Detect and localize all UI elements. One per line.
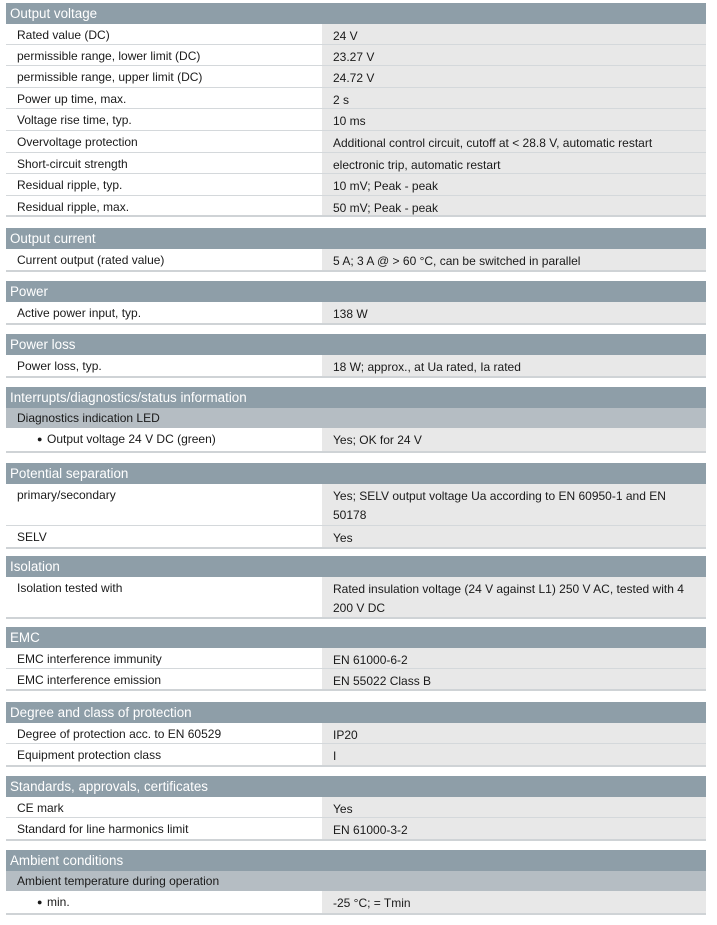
section-heading: Standards, approvals, certificates (6, 776, 706, 797)
spec-row (6, 577, 706, 619)
spec-label-text: min. (47, 895, 70, 909)
spec-value: electronic trip, automatic restart (322, 153, 706, 173)
spec-label (6, 577, 321, 617)
spec-value: EN 61000-6-2 (322, 648, 706, 668)
spec-row (6, 526, 706, 549)
spec-label (6, 526, 321, 547)
spec-row (6, 818, 706, 841)
spec-label-text: Standard for line harmonics limit (17, 822, 189, 836)
spec-value: Additional control circuit, cutoff at < 28.8 V, automatic restart (322, 131, 706, 152)
section-heading: Degree and class of protection (6, 702, 706, 723)
spec-row (6, 131, 706, 153)
spec-value: Yes (322, 526, 706, 547)
spec-label (6, 66, 321, 87)
spec-label-text: Rated value (DC) (17, 28, 110, 42)
spec-value: EN 55022 Class B (322, 669, 706, 689)
spec-row (6, 109, 706, 131)
section-power (6, 281, 706, 325)
subsection-heading: Diagnostics indication LED (6, 408, 706, 428)
section-standards-approvals-certificates (6, 776, 706, 841)
spec-label (6, 428, 321, 451)
spec-label-text: Power up time, max. (17, 92, 127, 106)
spec-label (6, 355, 321, 376)
section-heading: Power loss (6, 334, 706, 355)
spec-row (6, 174, 706, 196)
spec-row (6, 45, 706, 66)
section-emc (6, 627, 706, 691)
spec-value: 10 ms (322, 109, 706, 130)
spec-value: Yes (322, 797, 706, 817)
spec-value: 24 V (322, 24, 706, 44)
section-heading: EMC (6, 627, 706, 648)
spec-value: IP20 (322, 723, 706, 743)
spec-label (6, 24, 321, 44)
spec-label (6, 196, 321, 215)
spec-label-text: Equipment protection class (17, 748, 162, 762)
spec-label (6, 797, 321, 817)
section-heading: Output current (6, 228, 706, 249)
spec-label-text: Active power input, typ. (17, 306, 142, 320)
spec-value: 10 mV; Peak - peak (322, 174, 706, 195)
spec-label (6, 249, 321, 270)
section-heading: Output voltage (6, 3, 706, 24)
spec-label-text: Isolation tested with (17, 581, 123, 595)
bullet-icon: ● (37, 434, 43, 444)
spec-row (6, 428, 706, 453)
subsection-heading: Ambient temperature during operation (6, 871, 706, 891)
spec-label (6, 302, 321, 323)
spec-label (6, 109, 321, 130)
section-heading: Interrupts/diagnostics/status information (6, 387, 706, 408)
spec-label-text: Voltage rise time, typ. (17, 113, 132, 127)
spec-label (6, 153, 321, 173)
spec-row (6, 24, 706, 45)
section-potential-separation (6, 463, 706, 549)
spec-value: 2 s (322, 88, 706, 108)
spec-label-text: EMC interference immunity (17, 652, 162, 666)
spec-value: I (322, 744, 706, 765)
spec-row (6, 153, 706, 174)
section-heading: Potential separation (6, 463, 706, 484)
spec-row (6, 891, 706, 915)
spec-row (6, 88, 706, 109)
bullet-icon: ● (37, 897, 43, 907)
spec-value: 5 A; 3 A @ > 60 °C, can be switched in parallel (322, 249, 706, 270)
section-power-loss (6, 334, 706, 378)
spec-row (6, 723, 706, 744)
spec-row (6, 744, 706, 767)
spec-value: 138 W (322, 302, 706, 323)
spec-label-text: SELV (17, 530, 47, 544)
spec-label (6, 723, 321, 743)
spec-label (6, 744, 321, 765)
spec-label-text: Current output (rated value) (17, 253, 165, 267)
spec-row (6, 249, 706, 272)
spec-label-text: CE mark (17, 801, 64, 815)
section-isolation (6, 556, 706, 619)
spec-label-text: primary/secondary (17, 488, 116, 502)
spec-value: 24.72 V (322, 66, 706, 87)
spec-row (6, 355, 706, 378)
spec-value: Rated insulation voltage (24 V against L1) 250 V AC, tested with 4 200 V DC (322, 577, 706, 617)
spec-label-text: EMC interference emission (17, 673, 162, 687)
spec-label-text: Power loss, typ. (17, 359, 102, 373)
spec-value: EN 61000-3-2 (322, 818, 706, 839)
section-degree-and-class-of-protection (6, 702, 706, 767)
spec-row (6, 648, 706, 669)
section-ambient-conditions (6, 850, 706, 915)
spec-row (6, 196, 706, 217)
spec-label-text: permissible range, lower limit (DC) (17, 49, 201, 63)
spec-label-text: Degree of protection acc. to EN 60529 (17, 727, 222, 741)
spec-label (6, 174, 321, 195)
section-heading: Ambient conditions (6, 850, 706, 871)
section-heading: Power (6, 281, 706, 302)
spec-row (6, 669, 706, 691)
spec-label-text: Overvoltage protection (17, 135, 138, 149)
spec-label-text: Output voltage 24 V DC (green) (47, 432, 216, 446)
spec-label-text: Residual ripple, typ. (17, 178, 123, 192)
section-output-voltage (6, 3, 706, 217)
spec-row (6, 302, 706, 325)
spec-value: Yes; SELV output voltage Ua according to EN 60950-1 and EN 50178 (322, 484, 706, 525)
spec-row (6, 66, 706, 88)
section-interrupts-diagnostics-status-information (6, 387, 706, 453)
section-heading: Isolation (6, 556, 706, 577)
spec-value: 18 W; approx., at Ua rated, Ia rated (322, 355, 706, 376)
spec-label (6, 131, 321, 152)
spec-label (6, 818, 321, 839)
spec-row (6, 484, 706, 526)
spec-value: Yes; OK for 24 V (322, 428, 706, 451)
spec-label-text: Short-circuit strength (17, 157, 128, 171)
spec-value: 23.27 V (322, 45, 706, 65)
spec-value: -25 °C; = Tmin (322, 891, 706, 913)
spec-row (6, 797, 706, 818)
spec-label (6, 648, 321, 668)
section-output-current (6, 228, 706, 272)
spec-label (6, 88, 321, 108)
spec-label (6, 45, 321, 65)
spec-value: 50 mV; Peak - peak (322, 196, 706, 215)
spec-label (6, 669, 321, 689)
spec-label (6, 891, 321, 913)
spec-label-text: permissible range, upper limit (DC) (17, 70, 203, 84)
spec-label (6, 484, 321, 525)
spec-label-text: Residual ripple, max. (17, 200, 130, 214)
